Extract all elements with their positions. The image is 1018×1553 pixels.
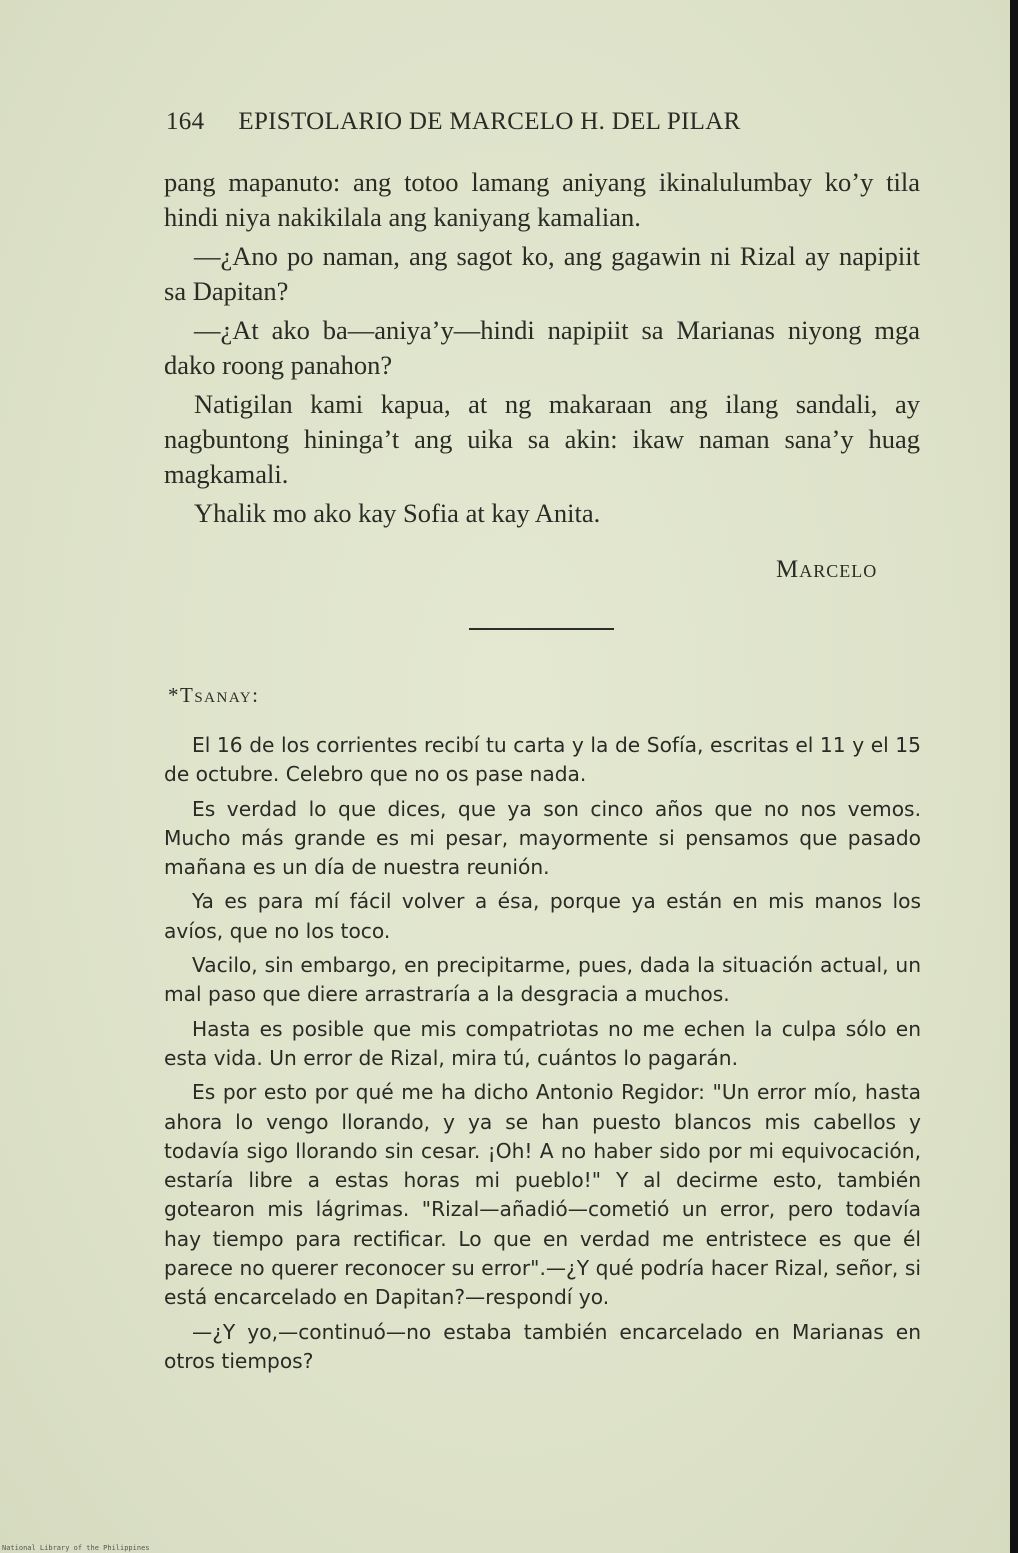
letter-paragraph: —¿At ako ba—aniya’y—hindi napipiit sa Marianas niyong mga dako roong panahon? [164, 315, 920, 380]
page-header [166, 108, 886, 136]
letter-body [164, 165, 920, 535]
translation-paragraph: Hasta es posible que mis compatriotas no me echen la culpa sólo en esta vida. Un error de Rizal, mira tú, cuántos lo pagarán. [164, 1016, 921, 1070]
scan-edge [1010, 0, 1018, 1553]
library-watermark: National Library of the Philippines [2, 1544, 150, 1552]
translation-paragraph: —¿Y yo,—continuó—no estaba también encarcelado en Marianas en otros tiempos? [164, 1319, 921, 1373]
translation-paragraph: Ya es para mí fácil volver a ésa, porque ya están en mis manos los avíos, que no los toco. [164, 889, 921, 943]
translation-paragraph: Es verdad lo que dices, que ya son cinco años que no nos vemos. Mucho más grande es mi pesar, mayormente si pensamos que pasado mañana es un día de nuestra reunión. [164, 796, 921, 880]
letter-paragraph: pang mapanuto: ang totoo lamang aniyang ikinalulumbay ko’y tila hindi niya nakikilala ang kaniyang kamalian. [164, 167, 920, 232]
letter-paragraph: Yhalik mo ako kay Sofia at kay Anita. [194, 498, 601, 528]
running-title: EPISTOLARIO DE MARCELO H. DEL PILAR [238, 108, 741, 135]
page-number: 164 [166, 108, 205, 135]
translation-paragraph: Es por esto por qué me ha dicho Antonio Regidor: "Un error mío, hasta ahora lo vengo llorando, y ya se han puesto blancos mis cabellos y todavía sigo llorando sin cesar. ¡Oh! A no haber sido por mi equivocación, estaría libre a estas horas mi pueblo!" Y al decirme esto, también gotearon mis lágrimas. "Rizal—añadió—cometió un error, pero todavía hay tiempo para rectificar. Lo que en verdad me entristece es que él parece no querer reconocer su error".—¿Y qué podría hacer Rizal, señor, si está encarcelado en Dapitan?—respondí yo. [164, 1080, 921, 1310]
section-divider [469, 628, 614, 630]
translation-body [164, 731, 921, 1381]
translation-heading: *Tsanay: [168, 683, 260, 707]
letter-paragraph: —¿Ano po naman, ang sagot ko, ang gagawin ni Rizal ay napipiit sa Dapitan? [164, 241, 920, 306]
signature: Marcelo [776, 556, 878, 583]
letter-paragraph: Natigilan kami kapua, at ng makaraan ang ilang sandali, ay nagbuntong hininga’t ang uika sa akin: ikaw naman sana’y huag magkamali. [164, 389, 920, 489]
translation-paragraph: El 16 de los corrientes recibí tu carta y la de Sofía, escritas el 11 y el 15 de octubre. Celebro que no os pase nada. [164, 733, 921, 787]
translation-paragraph: Vacilo, sin embargo, en precipitarme, pues, dada la situación actual, un mal paso que diere arrastraría a la desgracia a muchos. [164, 953, 921, 1007]
